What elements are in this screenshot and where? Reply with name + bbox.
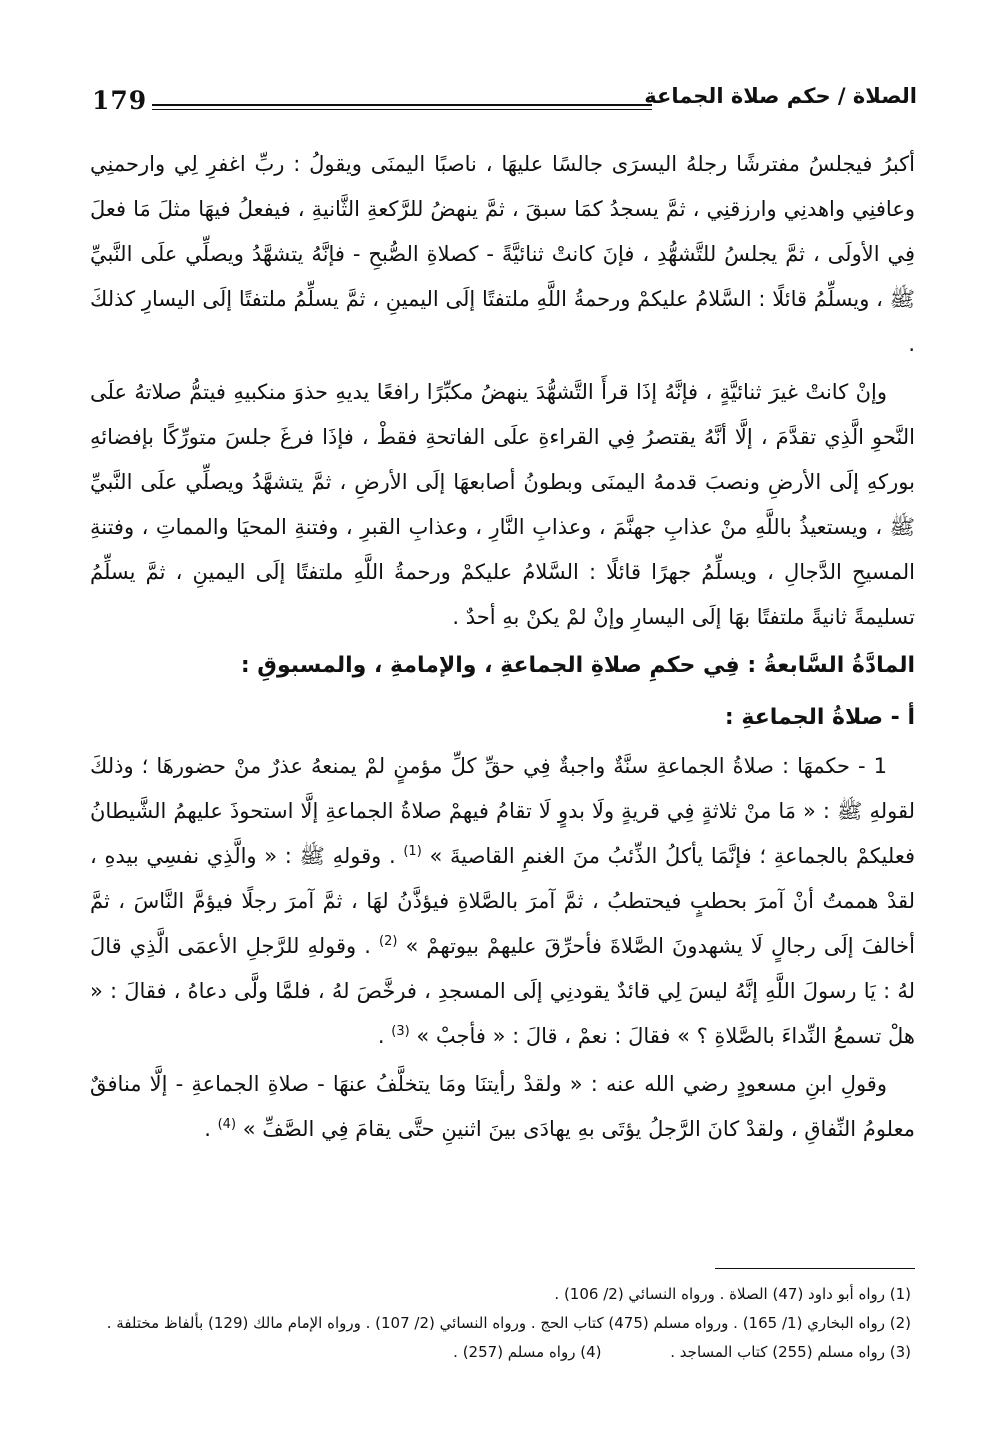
page-header [88, 80, 919, 126]
footnote-2: (2) رواه البخاري (1/ 165) . ورواه مسلم (475) كتاب الحج . ورواه النسائي (2/ 107) . ورواه الإمام مالك (129) بألفاظ مختلفة . [106, 1314, 911, 1332]
footnote-ref-1[interactable]: (1) [403, 844, 422, 859]
paragraph-3 [90, 744, 915, 1059]
paragraph-4 [90, 1062, 915, 1152]
paragraph-1: أكبرُ فيجلسُ مفترشًا رجلهُ اليسرَى جالسًا عليهَا ، ناصبًا اليمنَى ويقولُ : ربِّ اغفرِ لِي وارحمنِي وعافنِي واهدنِي وارزقنِي ، ثمَّ يسجدُ كمَا سبقَ ، ثمَّ ينهضُ للرَّكعةِ الثَّانيةِ ، فيفعلُ فيهَا مثلَ مَا فعلَ فِي الأولَى ، ثمَّ يجلسُ للتَّشهُّدِ ، فإنَ كانتْ ثنائيَّةً - كصلاةِ الصُّبحِ - فإنَّهُ يتشهَّدُ ويصلِّي علَى النَّبيِّ ﷺ ، ويسلِّمُ قائلًا : السَّلامُ عليكمْ ورحمةُ اللَّهِ ملتفتًا إلَى اليمينِ ، ثمَّ يسلِّمُ ملتفتًا إلَى اليسارِ كذلكَ . [90, 152, 915, 356]
paragraph-3-part-c: . وقولهِ للرَّجلِ الأعمَى الَّذِي قالَ لهُ : يَا رسولَ اللَّهِ إنَّهُ ليسَ لِي قائدٌ يقودنِي إلَى المسجدِ ، فرخَّصَ لهُ ، فلمَّا ولَّى دعاهُ ، فقالَ : « هلْ تسمعُ النِّداءَ بالصَّلاةِ ؟ » فقالَ : نعمْ ، قالَ : « فأجبْ » [90, 934, 915, 1048]
footnote-1: (1) رواه أبو داود (47) الصلاة . ورواه النسائي (2/ 106) . [554, 1285, 911, 1303]
footnote-3: (3) رواه مسلم (255) كتاب المساجد . [670, 1343, 911, 1361]
footnote-row-3-4 [90, 1338, 911, 1367]
footnotes [90, 1280, 911, 1367]
footnote-ref-3[interactable]: (3) [391, 1024, 410, 1039]
page-number: 179 [92, 86, 148, 115]
sub-heading: أ - صلاةُ الجماعةِ : [724, 705, 915, 730]
paragraph-4-part-b: . [204, 1117, 218, 1141]
paragraph-4-part-a: وقولِ ابنِ مسعودٍ رضي الله عنه : « ولقدْ رأيتنَا ومَا يتخلَّفُ عنهَا - صلاةِ الجماعةِ - إلَّا منافقٌ معلومُ النِّفاقِ ، ولقدْ كانَ الرَّجلُ يؤتَى بهِ يهادَى بينَ اثنينِ حتَّى يقامَ فِي الصَّفِّ » [90, 1072, 915, 1141]
header-rule [152, 104, 652, 110]
main-text [90, 142, 915, 1152]
footnote-separator [715, 1268, 915, 1269]
paragraph-3-part-a: 1 - حكمهَا : صلاةُ الجماعةِ سنَّةٌ واجبةٌ فِي حقِّ كلِّ مؤمنٍ لمْ يمنعهُ عذرٌ منْ حضورهَا ؛ وذلكَ لقولهِ ﷺ : « مَا منْ ثلاثةٍ فِي قريةٍ ولَا بدوٍ لَا تقامُ فيهمْ صلاةُ الجماعةِ إلَّا استحوذَ عليهمُ الشَّيطانُ فعليكمْ بالجماعةِ ؛ فإنَّمَا يأكلُ الذِّئبُ منَ الغنمِ القاصيةَ » [90, 754, 915, 868]
paragraph-3-part-d: . [377, 1024, 392, 1048]
paragraph-3-part-b: . وقولهِ ﷺ : « والَّذِي نفسِي بيدهِ ، لقدْ هممتُ أنْ آمرَ بحطبٍ فيحتطبُ ، ثمَّ آمرَ بالصَّلاةِ فيؤذَّنُ لهَا ، ثمَّ آمرَ رجلًا فيؤمَّ النَّاسَ ، ثمَّ أخالفَ إلَى رجالٍ لَا يشهدونَ الصَّلاةَ فأحرِّقَ عليهمْ بيوتهمْ » [90, 844, 915, 958]
footnote-ref-2[interactable]: (2) [379, 934, 398, 949]
running-title: الصلاة / حكم صلاة الجماعة [644, 84, 917, 108]
section-heading: المادَّةُ السَّابعةُ : فِي حكمِ صلاةِ الجماعةِ ، والإمامةِ ، والمسبوقِ : [240, 653, 915, 678]
paragraph-2: وإنْ كانتْ غيرَ ثنائيَّةٍ ، فإنَّهُ إذَا قرأَ التَّشهُّدَ ينهضُ مكبِّرًا رافعًا يديهِ حذوَ منكبيهِ فيتمُّ صلاتهُ علَى النَّحوِ الَّذِي تقدَّمَ ، إلَّا أنَّهُ يقتصرُ فِي القراءةِ علَى الفاتحةِ فقطْ ، فإذَا فرغَ جلسَ متورِّكًا بإفضائهِ بوركهِ إلَى الأرضِ ونصبَ قدمهُ اليمنَى وبطونُ أصابعهَا إلَى الأرضِ ، ثمَّ يتشهَّدُ ويصلِّي علَى النَّبيِّ ﷺ ، ويستعيذُ باللَّهِ منْ عذابِ جهنَّمَ ، وعذابِ النَّارِ ، وعذابِ القبرِ ، وفتنةِ المحيَا والمماتِ ، وفتنةِ المسيحِ الدَّجالِ ، ويسلِّمُ جهرًا قائلًا : السَّلامُ عليكمْ ورحمةُ اللَّهِ ملتفتًا إلَى اليمينِ ، ثمَّ يسلِّمُ تسليمةً ثانيةً ملتفتًا بهَا إلَى اليسارِ وإنْ لمْ يكنْ بهِ أحدٌ . [90, 380, 915, 629]
footnote-ref-4[interactable]: (4) [217, 1117, 237, 1132]
footnote-4: (4) رواه مسلم (257) . [453, 1343, 602, 1361]
